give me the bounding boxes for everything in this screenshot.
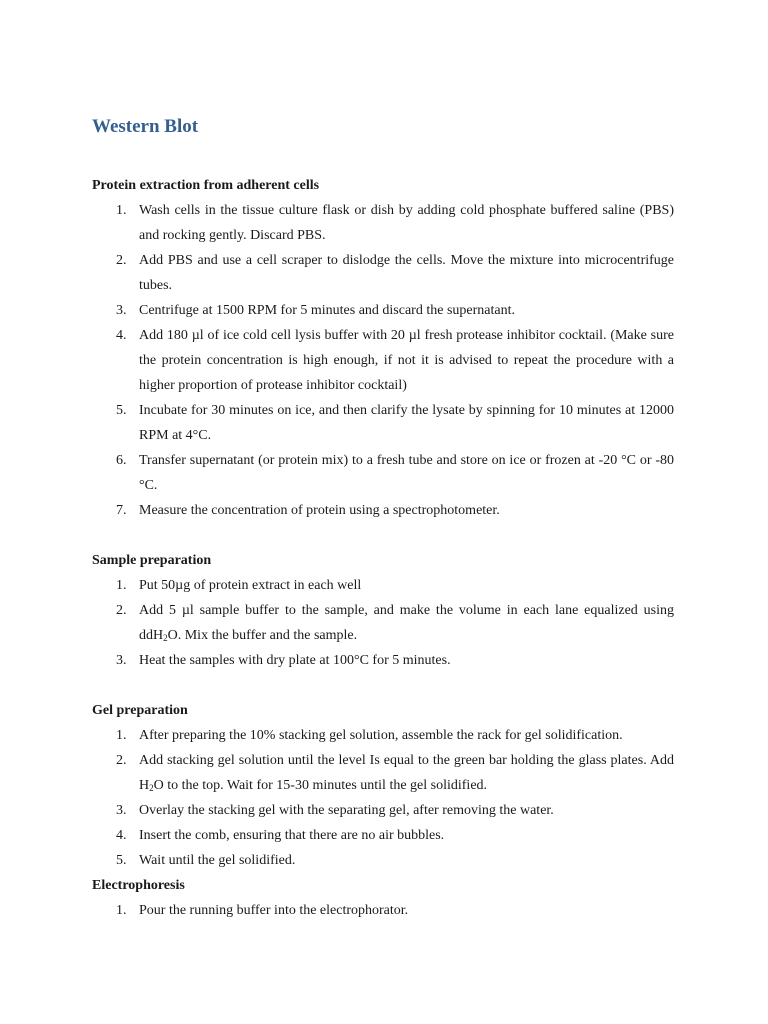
step-number: 3.: [116, 303, 127, 318]
section-sample-preparation: [92, 548, 674, 673]
step-number: 2.: [116, 253, 127, 268]
step-number: 2.: [116, 753, 127, 768]
step-text: Add stacking gel solution until the level Is equal to the green bar holding the glass plates. Add $H_2O$ to the top. Wait for 15-30 minutes until the gel solidified.: [139, 753, 674, 793]
step-text: Add 180 µl of ice cold cell lysis buffer with 20 µl fresh protease inhibitor cocktail. (Make sure the protein concentration is high enough, if not it is advised to repeat the procedure with a higher proportion of protease inhibitor cocktail): [139, 328, 674, 393]
step-number: 4.: [116, 828, 127, 843]
section-gel-preparation: [92, 698, 674, 873]
list-item: [92, 848, 674, 873]
list-item: [92, 323, 674, 398]
step-number: 1.: [116, 903, 127, 918]
step-number: 3.: [116, 653, 127, 668]
step-number: 4.: [116, 328, 127, 343]
step-number: 5.: [116, 403, 127, 418]
step-text: Wait until the gel solidified.: [139, 853, 296, 868]
list-item: [92, 898, 674, 923]
step-text: Transfer supernatant (or protein mix) to a fresh tube and store on ice or frozen at -20 °C or -80 °C.: [139, 453, 674, 493]
step-number: 5.: [116, 853, 127, 868]
step-text: Insert the comb, ensuring that there are no air bubbles.: [139, 828, 445, 843]
step-number: 2.: [116, 603, 127, 618]
step-list: [92, 198, 674, 523]
step-number: 1.: [116, 203, 127, 218]
list-item: [92, 823, 674, 848]
list-item: [92, 248, 674, 298]
step-text: Add 5 µl sample buffer to the sample, and make the volume in each lane equalized using ddH$_2$O. Mix the buffer and the sample.: [139, 603, 674, 643]
list-item: [92, 198, 674, 248]
section-protein-extraction: [92, 173, 674, 523]
list-item: [92, 598, 674, 648]
list-item: [92, 298, 674, 323]
document-body: [92, 173, 674, 923]
step-text: Overlay the stacking gel with the separating gel, after removing the water.: [139, 803, 554, 818]
step-text: Incubate for 30 minutes on ice, and then clarify the lysate by spinning for 10 minutes at 12000 RPM at 4°C.: [139, 403, 674, 443]
section-heading: Sample preparation: [92, 553, 212, 568]
document-title: Western Blot: [92, 116, 199, 137]
step-list: [92, 723, 674, 873]
step-text: Heat the samples with dry plate at 100°C for 5 minutes.: [139, 653, 451, 668]
step-number: 1.: [116, 578, 127, 593]
step-text: Measure the concentration of protein using a spectrophotometer.: [139, 503, 500, 518]
list-item: [92, 498, 674, 523]
section-heading: Gel preparation: [92, 703, 188, 718]
step-text: Wash cells in the tissue culture flask or dish by adding cold phosphate buffered saline (PBS) and rocking gently. Discard PBS.: [139, 203, 674, 243]
step-number: 7.: [116, 503, 127, 518]
list-item: [92, 448, 674, 498]
list-item: [92, 573, 674, 598]
step-text: Put 50µg of protein extract in each well: [139, 578, 362, 593]
list-item: [92, 798, 674, 823]
section-heading: Electrophoresis: [92, 878, 185, 893]
step-number: 1.: [116, 728, 127, 743]
list-item: [92, 723, 674, 748]
step-number: 6.: [116, 453, 127, 468]
step-text: After preparing the 10% stacking gel solution, assemble the rack for gel solidification.: [139, 728, 623, 743]
list-item: [92, 398, 674, 448]
step-list: [92, 573, 674, 673]
step-text: Pour the running buffer into the electrophorator.: [139, 903, 409, 918]
section-heading: Protein extraction from adherent cells: [92, 178, 320, 193]
list-item: [92, 648, 674, 673]
step-number: 3.: [116, 803, 127, 818]
step-list: [92, 898, 674, 923]
step-text: Add PBS and use a cell scraper to dislodge the cells. Move the mixture into microcentrifuge tubes.: [139, 253, 674, 293]
list-item: [92, 748, 674, 798]
section-electrophoresis: [92, 873, 674, 923]
step-text: Centrifuge at 1500 RPM for 5 minutes and discard the supernatant.: [139, 303, 515, 318]
